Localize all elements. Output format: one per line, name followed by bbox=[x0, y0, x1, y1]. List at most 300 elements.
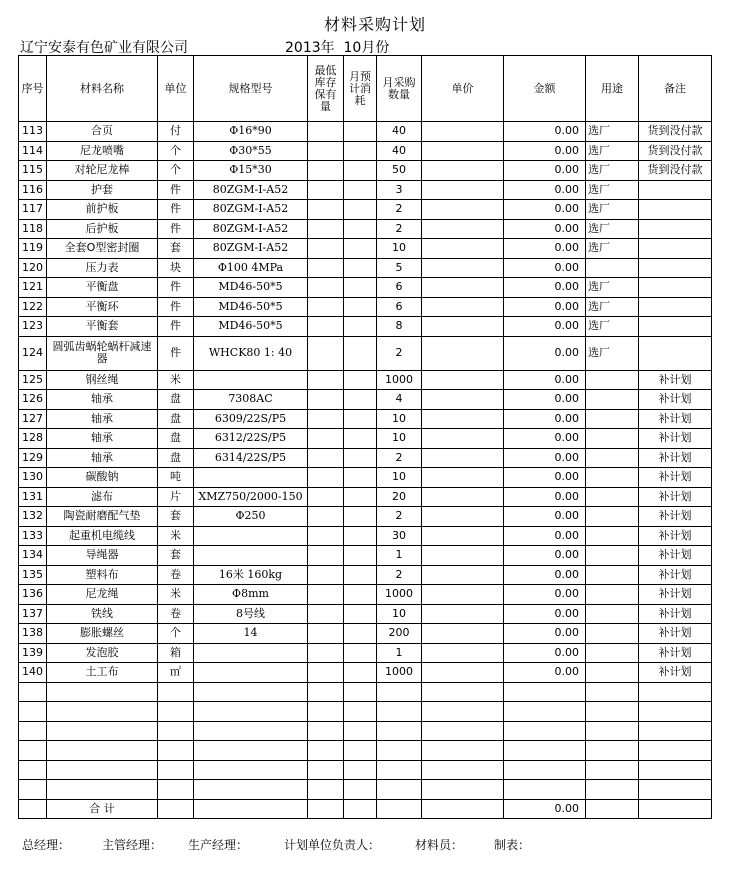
cell-monthly-use bbox=[344, 141, 377, 161]
cell-min-stock bbox=[308, 663, 344, 683]
cell-price bbox=[422, 604, 504, 624]
cell-seq: 135 bbox=[19, 565, 47, 585]
empty-row bbox=[19, 741, 712, 761]
cell-usage: 选厂 bbox=[586, 161, 639, 181]
cell-min-stock bbox=[308, 585, 344, 605]
cell-remark bbox=[639, 317, 712, 337]
cell-amount: 0.00 bbox=[504, 239, 586, 259]
cell-usage: 选厂 bbox=[586, 297, 639, 317]
table-row bbox=[19, 468, 712, 488]
cell-usage: 选厂 bbox=[586, 180, 639, 200]
cell-qty: 2 bbox=[377, 200, 422, 220]
cell-unit: 块 bbox=[158, 258, 194, 278]
cell-spec: 14 bbox=[194, 624, 308, 644]
cell-spec: Φ16*90 bbox=[194, 122, 308, 142]
cell-monthly-use bbox=[344, 161, 377, 181]
cell-remark bbox=[639, 239, 712, 259]
cell-seq: 119 bbox=[19, 239, 47, 259]
header-seq: 序号 bbox=[19, 56, 47, 122]
cell-seq: 127 bbox=[19, 409, 47, 429]
cell-min-stock bbox=[308, 278, 344, 298]
cell-name: 钢丝绳 bbox=[47, 370, 158, 390]
cell-amount: 0.00 bbox=[504, 317, 586, 337]
cell-amount: 0.00 bbox=[504, 141, 586, 161]
cell-spec bbox=[194, 546, 308, 566]
cell-qty: 5 bbox=[377, 258, 422, 278]
cell-usage bbox=[586, 370, 639, 390]
table-row bbox=[19, 370, 712, 390]
header-qty: 月采购数量 bbox=[377, 56, 422, 122]
cell-spec: MD46-50*5 bbox=[194, 317, 308, 337]
cell-usage bbox=[586, 468, 639, 488]
cell-amount: 0.00 bbox=[504, 663, 586, 683]
page-title: 材料采购计划 bbox=[323, 15, 426, 34]
cell-name: 起重机电缆线 bbox=[47, 526, 158, 546]
cell-usage bbox=[586, 526, 639, 546]
table-row bbox=[19, 239, 712, 259]
cell-spec: 6309/22S/P5 bbox=[194, 409, 308, 429]
cell-unit: 个 bbox=[158, 161, 194, 181]
cell-unit: 吨 bbox=[158, 468, 194, 488]
cell-unit: 件 bbox=[158, 200, 194, 220]
empty-row bbox=[19, 721, 712, 741]
cell-name: 平衡套 bbox=[47, 317, 158, 337]
cell-name: 全套O型密封圈 bbox=[47, 239, 158, 259]
cell-amount: 0.00 bbox=[504, 468, 586, 488]
header-row bbox=[19, 56, 712, 122]
cell-price bbox=[422, 585, 504, 605]
table-row bbox=[19, 604, 712, 624]
cell-seq: 136 bbox=[19, 585, 47, 605]
cell-unit: 盘 bbox=[158, 409, 194, 429]
cell-min-stock bbox=[308, 239, 344, 259]
cell-amount: 0.00 bbox=[504, 507, 586, 527]
cell-remark bbox=[639, 336, 712, 370]
cell-qty: 10 bbox=[377, 239, 422, 259]
cell-qty: 40 bbox=[377, 122, 422, 142]
table-row bbox=[19, 219, 712, 239]
cell-price bbox=[422, 468, 504, 488]
cell-price bbox=[422, 239, 504, 259]
cell-min-stock bbox=[308, 122, 344, 142]
purchase-plan-table bbox=[18, 55, 712, 819]
cell-seq: 133 bbox=[19, 526, 47, 546]
cell-monthly-use bbox=[344, 409, 377, 429]
cell-seq: 123 bbox=[19, 317, 47, 337]
table-row bbox=[19, 161, 712, 181]
company-name: 辽宁安泰有色矿业有限公司 bbox=[20, 40, 188, 56]
cell-qty: 50 bbox=[377, 161, 422, 181]
cell-remark: 补计划 bbox=[639, 585, 712, 605]
cell-price bbox=[422, 297, 504, 317]
header-monthly-use: 月预计消耗 bbox=[344, 56, 377, 122]
cell-name: 平衡盘 bbox=[47, 278, 158, 298]
cell-remark: 货到没付款 bbox=[639, 141, 712, 161]
table-row bbox=[19, 180, 712, 200]
supervisor-label: 主管经理： bbox=[102, 838, 163, 852]
cell-monthly-use bbox=[344, 336, 377, 370]
cell-amount: 0.00 bbox=[504, 487, 586, 507]
cell-amount: 0.00 bbox=[504, 390, 586, 410]
cell-remark: 补计划 bbox=[639, 487, 712, 507]
cell-qty: 6 bbox=[377, 297, 422, 317]
cell-usage bbox=[586, 429, 639, 449]
cell-unit: 米 bbox=[158, 370, 194, 390]
cell-min-stock bbox=[308, 141, 344, 161]
table-row bbox=[19, 390, 712, 410]
cell-monthly-use bbox=[344, 317, 377, 337]
cell-seq: 128 bbox=[19, 429, 47, 449]
cell-remark: 补计划 bbox=[639, 624, 712, 644]
cell-unit: 件 bbox=[158, 336, 194, 370]
cell-min-stock bbox=[308, 370, 344, 390]
cell-name: 膨胀螺丝 bbox=[47, 624, 158, 644]
table-row bbox=[19, 643, 712, 663]
cell-unit: 付 bbox=[158, 122, 194, 142]
cell-seq: 140 bbox=[19, 663, 47, 683]
cell-spec: 80ZGM-I-A52 bbox=[194, 180, 308, 200]
cell-seq: 117 bbox=[19, 200, 47, 220]
cell-qty: 10 bbox=[377, 409, 422, 429]
cell-qty: 4 bbox=[377, 390, 422, 410]
cell-remark: 补计划 bbox=[639, 370, 712, 390]
cell-price bbox=[422, 219, 504, 239]
cell-seq: 134 bbox=[19, 546, 47, 566]
cell-seq: 115 bbox=[19, 161, 47, 181]
table-row bbox=[19, 546, 712, 566]
table-row bbox=[19, 409, 712, 429]
cell-unit: 套 bbox=[158, 507, 194, 527]
table-row bbox=[19, 507, 712, 527]
cell-name: 轴承 bbox=[47, 429, 158, 449]
cell-min-stock bbox=[308, 624, 344, 644]
cell-seq: 131 bbox=[19, 487, 47, 507]
cell-qty: 40 bbox=[377, 141, 422, 161]
cell-price bbox=[422, 141, 504, 161]
cell-qty: 10 bbox=[377, 429, 422, 449]
cell-usage bbox=[586, 448, 639, 468]
cell-min-stock bbox=[308, 448, 344, 468]
empty-row bbox=[19, 780, 712, 800]
cell-name: 圆弧齿蜗轮蜗杆减速器 bbox=[47, 336, 158, 370]
cell-unit: 个 bbox=[158, 624, 194, 644]
empty-row bbox=[19, 682, 712, 702]
cell-unit: 件 bbox=[158, 278, 194, 298]
cell-qty: 2 bbox=[377, 565, 422, 585]
cell-usage: 选厂 bbox=[586, 278, 639, 298]
cell-remark bbox=[639, 200, 712, 220]
cell-price bbox=[422, 429, 504, 449]
cell-name: 尼龙绳 bbox=[47, 585, 158, 605]
total-row bbox=[19, 799, 712, 819]
cell-usage: 选厂 bbox=[586, 122, 639, 142]
cell-unit: 套 bbox=[158, 239, 194, 259]
cell-spec: 80ZGM-I-A52 bbox=[194, 200, 308, 220]
cell-remark: 补计划 bbox=[639, 604, 712, 624]
cell-name: 护套 bbox=[47, 180, 158, 200]
cell-monthly-use bbox=[344, 487, 377, 507]
cell-usage bbox=[586, 604, 639, 624]
cell-unit: ㎡ bbox=[158, 663, 194, 683]
cell-spec: 8号线 bbox=[194, 604, 308, 624]
total-label: 合 计 bbox=[47, 799, 158, 819]
cell-min-stock bbox=[308, 317, 344, 337]
cell-qty: 2 bbox=[377, 448, 422, 468]
cell-amount: 0.00 bbox=[504, 448, 586, 468]
cell-spec bbox=[194, 526, 308, 546]
cell-usage: 选厂 bbox=[586, 141, 639, 161]
cell-monthly-use bbox=[344, 546, 377, 566]
cell-seq: 126 bbox=[19, 390, 47, 410]
cell-seq: 121 bbox=[19, 278, 47, 298]
cell-amount: 0.00 bbox=[504, 336, 586, 370]
cell-seq: 114 bbox=[19, 141, 47, 161]
cell-spec: MD46-50*5 bbox=[194, 278, 308, 298]
cell-monthly-use bbox=[344, 278, 377, 298]
cell-remark bbox=[639, 219, 712, 239]
prepared-by-label: 制表： bbox=[494, 838, 531, 852]
cell-seq: 125 bbox=[19, 370, 47, 390]
cell-min-stock bbox=[308, 643, 344, 663]
table-row bbox=[19, 526, 712, 546]
cell-qty: 10 bbox=[377, 468, 422, 488]
cell-remark: 货到没付款 bbox=[639, 122, 712, 142]
table-row bbox=[19, 336, 712, 370]
cell-remark: 货到没付款 bbox=[639, 161, 712, 181]
cell-remark: 补计划 bbox=[639, 448, 712, 468]
cell-min-stock bbox=[308, 507, 344, 527]
cell-amount: 0.00 bbox=[504, 643, 586, 663]
cell-name: 压力表 bbox=[47, 258, 158, 278]
cell-spec: 80ZGM-I-A52 bbox=[194, 239, 308, 259]
cell-spec: Φ8mm bbox=[194, 585, 308, 605]
cell-amount: 0.00 bbox=[504, 546, 586, 566]
cell-usage bbox=[586, 507, 639, 527]
cell-spec bbox=[194, 663, 308, 683]
header-amount: 金额 bbox=[504, 56, 586, 122]
table-row bbox=[19, 448, 712, 468]
table-row bbox=[19, 278, 712, 298]
cell-name: 轴承 bbox=[47, 390, 158, 410]
cell-spec: WHCK80 1: 40 bbox=[194, 336, 308, 370]
cell-amount: 0.00 bbox=[504, 604, 586, 624]
cell-price bbox=[422, 507, 504, 527]
cell-remark: 补计划 bbox=[639, 507, 712, 527]
cell-remark: 补计划 bbox=[639, 546, 712, 566]
cell-min-stock bbox=[308, 526, 344, 546]
cell-name: 铁线 bbox=[47, 604, 158, 624]
cell-name: 发泡胶 bbox=[47, 643, 158, 663]
cell-unit: 米 bbox=[158, 526, 194, 546]
cell-amount: 0.00 bbox=[504, 370, 586, 390]
table-row bbox=[19, 487, 712, 507]
cell-remark bbox=[639, 297, 712, 317]
cell-unit: 件 bbox=[158, 297, 194, 317]
table-row bbox=[19, 624, 712, 644]
cell-price bbox=[422, 317, 504, 337]
cell-price bbox=[422, 546, 504, 566]
cell-name: 尼龙喷嘴 bbox=[47, 141, 158, 161]
cell-qty: 20 bbox=[377, 487, 422, 507]
cell-unit: 个 bbox=[158, 141, 194, 161]
cell-min-stock bbox=[308, 546, 344, 566]
cell-price bbox=[422, 161, 504, 181]
cell-name: 后护板 bbox=[47, 219, 158, 239]
cell-spec bbox=[194, 643, 308, 663]
cell-seq: 116 bbox=[19, 180, 47, 200]
cell-price bbox=[422, 448, 504, 468]
cell-min-stock bbox=[308, 468, 344, 488]
cell-name: 轴承 bbox=[47, 409, 158, 429]
cell-monthly-use bbox=[344, 643, 377, 663]
cell-unit: 盘 bbox=[158, 448, 194, 468]
cell-amount: 0.00 bbox=[504, 565, 586, 585]
cell-qty: 6 bbox=[377, 278, 422, 298]
cell-min-stock bbox=[308, 219, 344, 239]
cell-usage bbox=[586, 663, 639, 683]
cell-amount: 0.00 bbox=[504, 526, 586, 546]
cell-monthly-use bbox=[344, 258, 377, 278]
cell-unit: 米 bbox=[158, 585, 194, 605]
cell-usage: 选厂 bbox=[586, 239, 639, 259]
cell-remark: 补计划 bbox=[639, 565, 712, 585]
cell-usage: 选厂 bbox=[586, 219, 639, 239]
cell-qty: 2 bbox=[377, 507, 422, 527]
cell-seq: 138 bbox=[19, 624, 47, 644]
cell-min-stock bbox=[308, 429, 344, 449]
cell-usage: 选厂 bbox=[586, 317, 639, 337]
cell-monthly-use bbox=[344, 370, 377, 390]
cell-monthly-use bbox=[344, 565, 377, 585]
cell-spec bbox=[194, 468, 308, 488]
empty-row bbox=[19, 702, 712, 722]
cell-unit: 盘 bbox=[158, 429, 194, 449]
cell-unit: 件 bbox=[158, 317, 194, 337]
cell-seq: 120 bbox=[19, 258, 47, 278]
cell-amount: 0.00 bbox=[504, 278, 586, 298]
header-min-stock: 最低库存保有量 bbox=[308, 56, 344, 122]
cell-seq: 129 bbox=[19, 448, 47, 468]
cell-amount: 0.00 bbox=[504, 585, 586, 605]
cell-spec: 6312/22S/P5 bbox=[194, 429, 308, 449]
cell-min-stock bbox=[308, 200, 344, 220]
cell-amount: 0.00 bbox=[504, 200, 586, 220]
table-row bbox=[19, 663, 712, 683]
cell-price bbox=[422, 663, 504, 683]
cell-price bbox=[422, 336, 504, 370]
cell-name: 对轮尼龙棒 bbox=[47, 161, 158, 181]
cell-seq: 124 bbox=[19, 336, 47, 370]
cell-remark: 补计划 bbox=[639, 663, 712, 683]
cell-unit: 片 bbox=[158, 487, 194, 507]
cell-remark: 补计划 bbox=[639, 409, 712, 429]
cell-qty: 2 bbox=[377, 336, 422, 370]
cell-name: 滤布 bbox=[47, 487, 158, 507]
cell-name: 合页 bbox=[47, 122, 158, 142]
cell-seq: 139 bbox=[19, 643, 47, 663]
cell-usage bbox=[586, 487, 639, 507]
cell-price bbox=[422, 526, 504, 546]
header-usage: 用途 bbox=[586, 56, 639, 122]
cell-price bbox=[422, 624, 504, 644]
cell-spec: XMZ750/2000-150 bbox=[194, 487, 308, 507]
cell-price bbox=[422, 565, 504, 585]
cell-remark: 补计划 bbox=[639, 429, 712, 449]
materials-clerk-label: 材料员： bbox=[415, 838, 464, 852]
general-manager-label: 总经理： bbox=[22, 838, 71, 852]
cell-amount: 0.00 bbox=[504, 409, 586, 429]
cell-usage: 选厂 bbox=[586, 336, 639, 370]
cell-price bbox=[422, 200, 504, 220]
cell-min-stock bbox=[308, 161, 344, 181]
cell-spec: MD46-50*5 bbox=[194, 297, 308, 317]
cell-min-stock bbox=[308, 258, 344, 278]
cell-monthly-use bbox=[344, 180, 377, 200]
cell-monthly-use bbox=[344, 585, 377, 605]
cell-seq: 130 bbox=[19, 468, 47, 488]
cell-monthly-use bbox=[344, 429, 377, 449]
cell-usage bbox=[586, 390, 639, 410]
cell-unit: 件 bbox=[158, 219, 194, 239]
cell-monthly-use bbox=[344, 526, 377, 546]
cell-unit: 盘 bbox=[158, 390, 194, 410]
cell-spec: 7308AC bbox=[194, 390, 308, 410]
cell-remark: 补计划 bbox=[639, 643, 712, 663]
cell-monthly-use bbox=[344, 122, 377, 142]
cell-unit: 卷 bbox=[158, 604, 194, 624]
cell-price bbox=[422, 409, 504, 429]
cell-spec: 16米 160kg bbox=[194, 565, 308, 585]
cell-spec: Φ15*30 bbox=[194, 161, 308, 181]
cell-monthly-use bbox=[344, 390, 377, 410]
cell-name: 陶瓷耐磨配气垫 bbox=[47, 507, 158, 527]
cell-monthly-use bbox=[344, 507, 377, 527]
table-row bbox=[19, 122, 712, 142]
cell-amount: 0.00 bbox=[504, 258, 586, 278]
cell-monthly-use bbox=[344, 297, 377, 317]
table-row bbox=[19, 565, 712, 585]
total-amount: 0.00 bbox=[504, 799, 586, 819]
table-row bbox=[19, 429, 712, 449]
header-spec: 规格型号 bbox=[194, 56, 308, 122]
cell-min-stock bbox=[308, 297, 344, 317]
cell-amount: 0.00 bbox=[504, 624, 586, 644]
cell-name: 塑料布 bbox=[47, 565, 158, 585]
cell-remark: 补计划 bbox=[639, 526, 712, 546]
cell-unit: 箱 bbox=[158, 643, 194, 663]
cell-monthly-use bbox=[344, 624, 377, 644]
cell-amount: 0.00 bbox=[504, 161, 586, 181]
cell-name: 前护板 bbox=[47, 200, 158, 220]
cell-monthly-use bbox=[344, 219, 377, 239]
cell-spec bbox=[194, 370, 308, 390]
cell-qty: 30 bbox=[377, 526, 422, 546]
cell-monthly-use bbox=[344, 468, 377, 488]
cell-min-stock bbox=[308, 565, 344, 585]
cell-unit: 件 bbox=[158, 180, 194, 200]
cell-usage bbox=[586, 585, 639, 605]
cell-qty: 2 bbox=[377, 219, 422, 239]
cell-qty: 1000 bbox=[377, 370, 422, 390]
cell-min-stock bbox=[308, 180, 344, 200]
header-remark: 备注 bbox=[639, 56, 712, 122]
table-row bbox=[19, 200, 712, 220]
cell-unit: 卷 bbox=[158, 565, 194, 585]
cell-qty: 8 bbox=[377, 317, 422, 337]
header-price: 单价 bbox=[422, 56, 504, 122]
cell-price bbox=[422, 370, 504, 390]
blank-rows bbox=[19, 682, 712, 799]
